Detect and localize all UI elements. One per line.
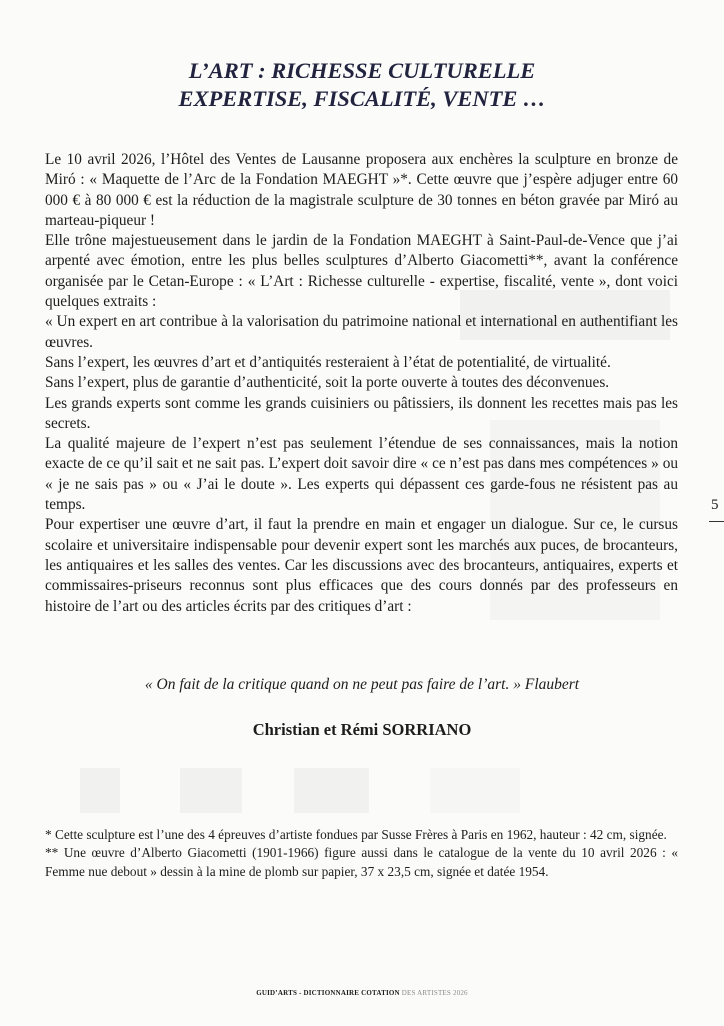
running-footer — [0, 989, 724, 997]
paragraph: « Un expert en art contribue à la valorisation du patrimoine national et international en authentifiant les œuvres. — [45, 313, 678, 351]
paragraph: Pour expertiser une œuvre d’art, il faut la prendre en main et engager un dialogue. Sur ce, le cursus scolaire et universitaire indispensable pour devenir expert sont les marchés aux puces, de brocanteurs, les antiquaires et les salles des ventes. Car les discussions avec des brocanteurs, antiquaires, experts et commissaires-priseurs reconnus sont plus efficaces que des cours donnés par des professeurs en histoire de l’art ou des articles écrits par des critiques d’art : — [45, 516, 678, 615]
footnote: * Cette sculpture est l’une des 4 épreuves d’artiste fondues par Susse Frères à Paris en 1962, hauteur : 42 cm, signée. — [45, 827, 667, 842]
article-title — [0, 57, 724, 113]
paragraph: Le 10 avril 2026, l’Hôtel des Ventes de Lausanne proposera aux enchères la sculpture en bronze de Miró : « Maquette de l’Arc de la Fondation MAEGHT »*. Cette œuvre que j’espère adjuger entre 60 000 € à 80 000 € est la réduction de la magistrale sculpture de 30 tonnes en béton gravée par Miró au marteau-piqueur ! — [45, 151, 678, 229]
paragraph: Les grands experts sont comme les grands cuisiniers ou pâtissiers, ils donnent les recettes mais pas les secrets. — [45, 394, 678, 432]
paragraph: Sans l’expert, plus de garantie d’authenticité, soit la porte ouverte à toutes des déconvenues. — [45, 374, 610, 392]
show-through-block — [180, 768, 242, 813]
footer-dim: DES ARTISTES 2026 — [401, 989, 468, 997]
title-line-1: L’ART : RICHESSE CULTURELLE — [188, 58, 536, 83]
show-through-block — [80, 768, 120, 813]
show-through-block — [430, 768, 520, 813]
show-through-block — [294, 768, 369, 813]
title-line-2: EXPERTISE, FISCALITÉ, VENTE … — [178, 86, 546, 111]
footer-main: GUID’ARTS - DICTIONNAIRE COTATION — [256, 989, 400, 997]
paragraph: Elle trône majestueusement dans le jardin de la Fondation MAEGHT à Saint-Paul-de-Vence que j’ai arpenté avec émotion, entre les plus belles sculptures d’Alberto Giacometti**, avant la conférence organisée par le Cetan-Europe : « L’Art : Richesse culturelle - expertise, fiscalité, vente », dont voici quelques extraits : — [45, 232, 678, 311]
paragraph: La qualité majeure de l’expert n’est pas seulement l’étendue de ses connaissances, mais la notion exacte de ce qu’il sait et ne sait pas. L’expert doit savoir dire « ce n’est pas dans mes compétences » ou « je ne sais pas » ou « J’ai le doute ». Les experts qui dépassent ces garde-fous ne résistent pas au temps. — [45, 435, 678, 514]
page-number-rule — [709, 521, 724, 522]
author-signature: Christian et Rémi SORRIANO — [252, 720, 472, 739]
article-body — [45, 150, 678, 617]
paragraph: Sans l’expert, les œuvres d’art et d’antiquités resteraient à l’état de potentialité, de virtualité. — [45, 353, 611, 371]
flaubert-quote: « On fait de la critique quand on ne peut pas faire de l’art. » Flaubert — [144, 676, 580, 693]
footnote: ** Une œuvre d’Alberto Giacometti (1901-1966) figure aussi dans le catalogue de la vente du 10 avril 2026 : « Femme nue debout » dessin à la mine de plomb sur papier, 37 x 23,5 cm, signée et datée 1954. — [45, 845, 678, 879]
page-number: 5 — [711, 497, 719, 513]
footnotes — [45, 826, 678, 881]
